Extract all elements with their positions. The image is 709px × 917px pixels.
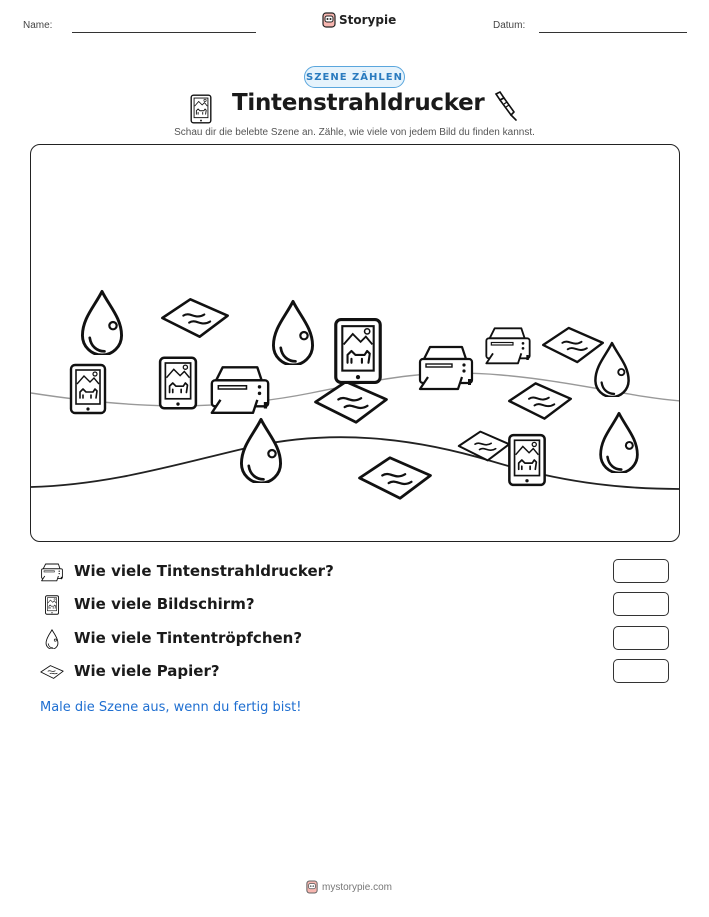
storypie-mascot-icon bbox=[306, 880, 318, 894]
site-url: mystorypie.com bbox=[322, 881, 393, 893]
ink-drop-icon bbox=[76, 289, 128, 355]
storypie-logo bbox=[322, 12, 396, 28]
screen-icon bbox=[188, 94, 214, 124]
screen-icon bbox=[40, 595, 64, 615]
date-line[interactable] bbox=[539, 32, 687, 33]
page-title: Tintenstrahldrucker bbox=[232, 90, 485, 116]
question-row bbox=[40, 592, 670, 618]
question-text: Wie viele Papier? bbox=[74, 662, 220, 680]
screen-icon bbox=[69, 363, 107, 415]
screen-icon bbox=[507, 433, 547, 487]
name-label: Name: bbox=[23, 20, 53, 31]
question-row bbox=[40, 559, 670, 585]
ink-drop-icon bbox=[235, 417, 287, 483]
paper-icon bbox=[159, 297, 231, 339]
storypie-mascot-icon bbox=[322, 12, 336, 28]
answer-box[interactable] bbox=[613, 559, 669, 583]
question-text: Wie viele Bildschirm? bbox=[74, 595, 255, 613]
answer-box[interactable] bbox=[613, 659, 669, 683]
instructions: Schau dir die belebte Szene an. Zähle, wie viele von jedem Bild du finden kannst. bbox=[174, 127, 535, 138]
question-row bbox=[40, 659, 670, 685]
paper-icon bbox=[457, 429, 511, 463]
paper-icon bbox=[507, 381, 573, 421]
ink-drop-icon bbox=[595, 411, 643, 473]
printer-icon bbox=[207, 363, 273, 415]
ink-drop-icon bbox=[40, 629, 64, 649]
question-text: Wie viele Tintenstrahldrucker? bbox=[74, 562, 334, 580]
paper-icon bbox=[313, 379, 389, 425]
scene-picture bbox=[30, 144, 680, 542]
printer-icon bbox=[483, 325, 533, 365]
screen-icon bbox=[158, 355, 198, 411]
screen-icon bbox=[332, 317, 384, 385]
paper-icon bbox=[541, 325, 605, 365]
footer-brand bbox=[306, 880, 392, 894]
printer-icon bbox=[415, 343, 477, 391]
ink-drop-icon bbox=[267, 299, 319, 365]
scene-count-badge: SZENE ZÄHLEN bbox=[304, 66, 405, 88]
answer-box[interactable] bbox=[613, 592, 669, 616]
ink-dropper-icon bbox=[490, 90, 520, 122]
answer-box[interactable] bbox=[613, 626, 669, 650]
paper-icon bbox=[40, 662, 64, 682]
printer-icon bbox=[40, 562, 64, 582]
date-label: Datum: bbox=[493, 20, 526, 31]
brand-name: Storypie bbox=[339, 13, 397, 27]
paper-icon bbox=[357, 455, 433, 501]
title-row bbox=[0, 90, 709, 126]
question-text: Wie viele Tintentröpfchen? bbox=[74, 629, 303, 647]
question-row bbox=[40, 626, 670, 652]
coloring-note: Male die Szene aus, wenn du fertig bist! bbox=[40, 700, 302, 715]
name-line[interactable] bbox=[72, 32, 256, 33]
